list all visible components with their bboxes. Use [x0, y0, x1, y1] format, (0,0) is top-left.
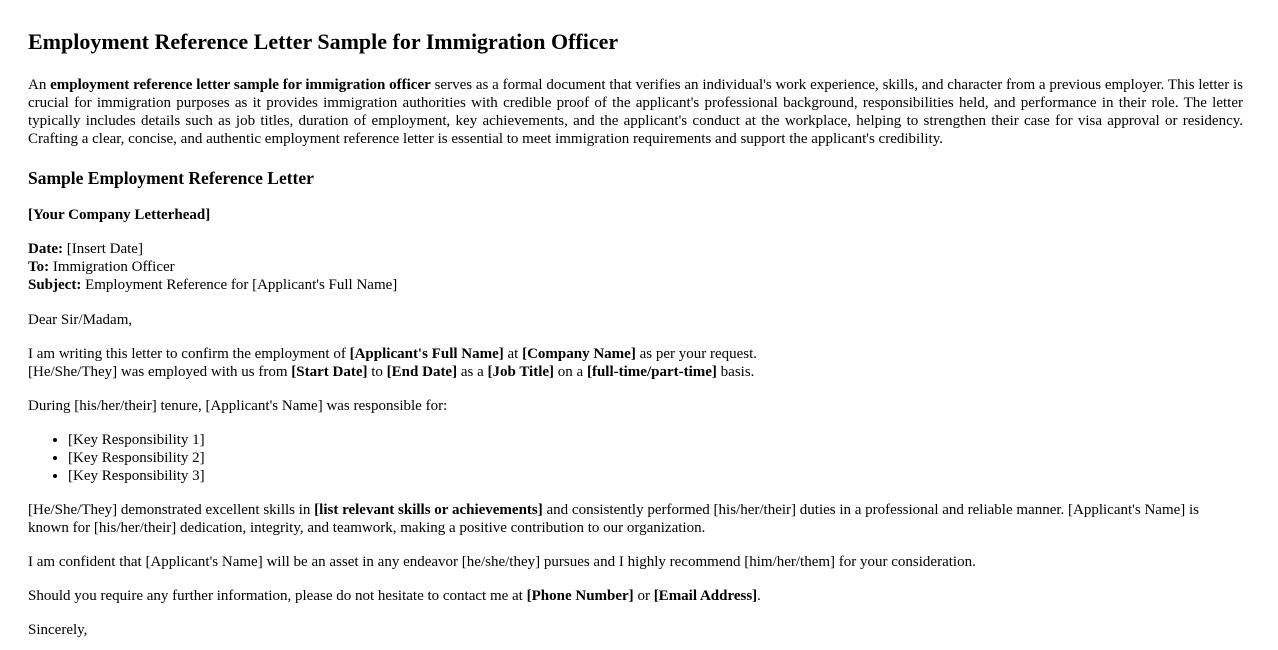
confirm-paragraph — [28, 345, 1243, 381]
phone-placeholder: [Phone Number] — [526, 588, 634, 604]
intro-keyword: employment reference letter sample for immigration officer — [50, 77, 431, 93]
page-title: Employment Reference Letter Sample for Immigration Officer — [28, 29, 619, 54]
end-date-placeholder: [End Date] — [386, 364, 458, 380]
start-date-placeholder: [Start Date] — [291, 364, 368, 380]
confirm-text: as per your request. — [635, 346, 758, 362]
tenure-paragraph: During [his/her/their] tenure, [Applicant's Name] was responsible for: — [28, 398, 448, 414]
confirm-text: at — [503, 346, 523, 362]
to-value: Immigration Officer — [49, 259, 175, 275]
subject-value: Employment Reference for [Applicant's Full Name] — [81, 277, 398, 293]
list-item: • [Key Responsibility 1] — [68, 431, 205, 449]
contact-paragraph — [28, 587, 1243, 605]
skills-text: and consistently performed [his/her/their] duties in a professional and reliable manner. [Applicant's Name] is known for [his/her/their] dedication, integrity, and teamwork, making a positive contribution to our organization. — [28, 502, 1200, 536]
employment-text: to — [367, 364, 387, 380]
confirm-text: I am writing this letter to confirm the employment of — [28, 346, 350, 362]
email-placeholder: [Email Address] — [653, 588, 758, 604]
employment-text: on a — [554, 364, 587, 380]
skills-placeholder: [list relevant skills or achievements] — [314, 502, 543, 518]
responsibility-list — [28, 431, 205, 485]
letter-meta — [28, 240, 1243, 294]
contact-text: or — [633, 588, 654, 604]
closing: Sincerely, — [28, 622, 88, 638]
list-item: • [Key Responsibility 3] — [68, 467, 205, 485]
employment-type-placeholder: [full-time/part-time] — [586, 364, 717, 380]
job-title-placeholder: [Job Title] — [487, 364, 555, 380]
employment-text: as a — [457, 364, 488, 380]
contact-text: . — [757, 588, 761, 604]
subject-label: Subject: — [28, 277, 82, 293]
skills-text: [He/She/They] demonstrated excellent skills in — [28, 502, 315, 518]
contact-text: Should you require any further information, please do not hesitate to contact me at — [28, 588, 527, 604]
to-label: To: — [28, 259, 50, 275]
list-item: • [Key Responsibility 2] — [68, 449, 205, 467]
skills-paragraph — [28, 501, 1243, 537]
letterhead: [Your Company Letterhead] — [28, 207, 211, 223]
intro-paragraph — [28, 76, 1243, 148]
date-label: Date: — [28, 241, 63, 257]
greeting: Dear Sir/Madam, — [28, 312, 133, 328]
intro-lead: An — [28, 77, 51, 93]
applicant-name-placeholder: [Applicant's Full Name] — [349, 346, 504, 362]
employment-text: basis. — [716, 364, 755, 380]
date-value: [Insert Date] — [62, 241, 143, 257]
section-title: Sample Employment Reference Letter — [28, 168, 314, 188]
company-name-placeholder: [Company Name] — [522, 346, 636, 362]
intro-body: serves as a formal document that verifies an individual's work experience, skills, and character from a previous employer. This letter is crucial for immigration purposes as it provides immigration authorities with credible proof of the applicant's professional background, responsibilities held, and performance in their role. The letter typically includes details such as job titles, duration of employment, key achievements, and the applicant's conduct at the workplace, helping to strengthen their case for visa approval or residency. Crafting a clear, concise, and authentic employment reference letter is essential to meet immigration requirements and support the applicant's credibility. — [28, 77, 1243, 147]
recommendation-paragraph: I am confident that [Applicant's Name] will be an asset in any endeavor [he/she/they] pursues and I highly recommend [him/her/them] for your consideration. — [28, 554, 976, 570]
employment-text: [He/She/They] was employed with us from — [28, 364, 292, 380]
